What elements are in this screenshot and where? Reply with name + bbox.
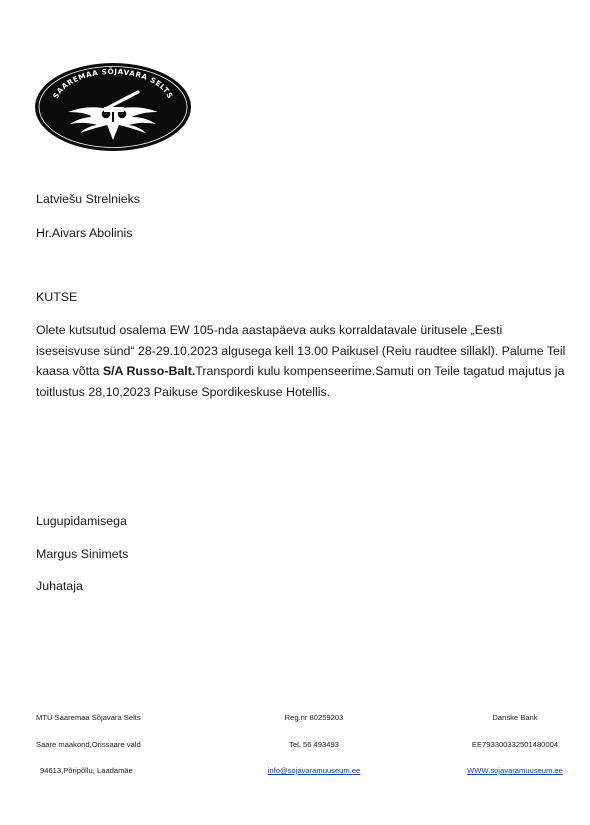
signatory-title: Juhataja [36,579,83,593]
footer-email-link[interactable]: info@sojavaramuuseum.ee [267,766,361,775]
signatory-name: Margus Sinimets [36,547,129,561]
footer-address-line2: 94613,Põripõllu, Laadamäe [40,766,133,775]
footer-bank-name: Danske Bank [492,713,538,722]
footer-reg-number: Reg.nr 80259203 [284,713,344,722]
footer-phone: Tel. 56 493493 [289,740,339,749]
footer-address-line1: Saare maakond,Orissaare vald [36,740,141,749]
body-text-part2: Transpordi kulu kompenseerime.Samuti on Teile tagatud majutus ja toitlustus 28,10,2023 Paikuse Spordikeskuse Hotellis. [36,364,565,399]
body-text-part1: Olete kutsutud osalema EW 105-nda aastapäeva auks korraldatavale üritusele „Eesti iseseisvuse sünd“ 28-29.10.2023 algusega kell 13.00 Paikusel (Reiu raudtee sillakl). Palume Teil kaasa võtta [36,323,566,378]
footer-website-link[interactable]: WWW.sojavaramuuseum.ee [467,766,563,775]
saaremaa-sojavara-selts-logo [34,62,192,152]
recipient-organization: Latviešu Strelnieks [36,192,140,206]
logo-arc-text: SAAREMAA SÕJAVARA SELTS [50,66,176,101]
closing-greeting: Lugupidamisega [36,514,127,528]
body-bold-text: S/A Russo-Balt. [102,364,196,378]
letter-body [36,320,566,402]
recipient-person: Hr.Aivars Abolinis [36,226,133,240]
footer-iban: EE793300332501480004 [471,740,559,749]
footer-org-name: MTÜ Saaremaa Sõjavara Selts [36,713,141,722]
letter-heading: KUTSE [36,290,78,304]
